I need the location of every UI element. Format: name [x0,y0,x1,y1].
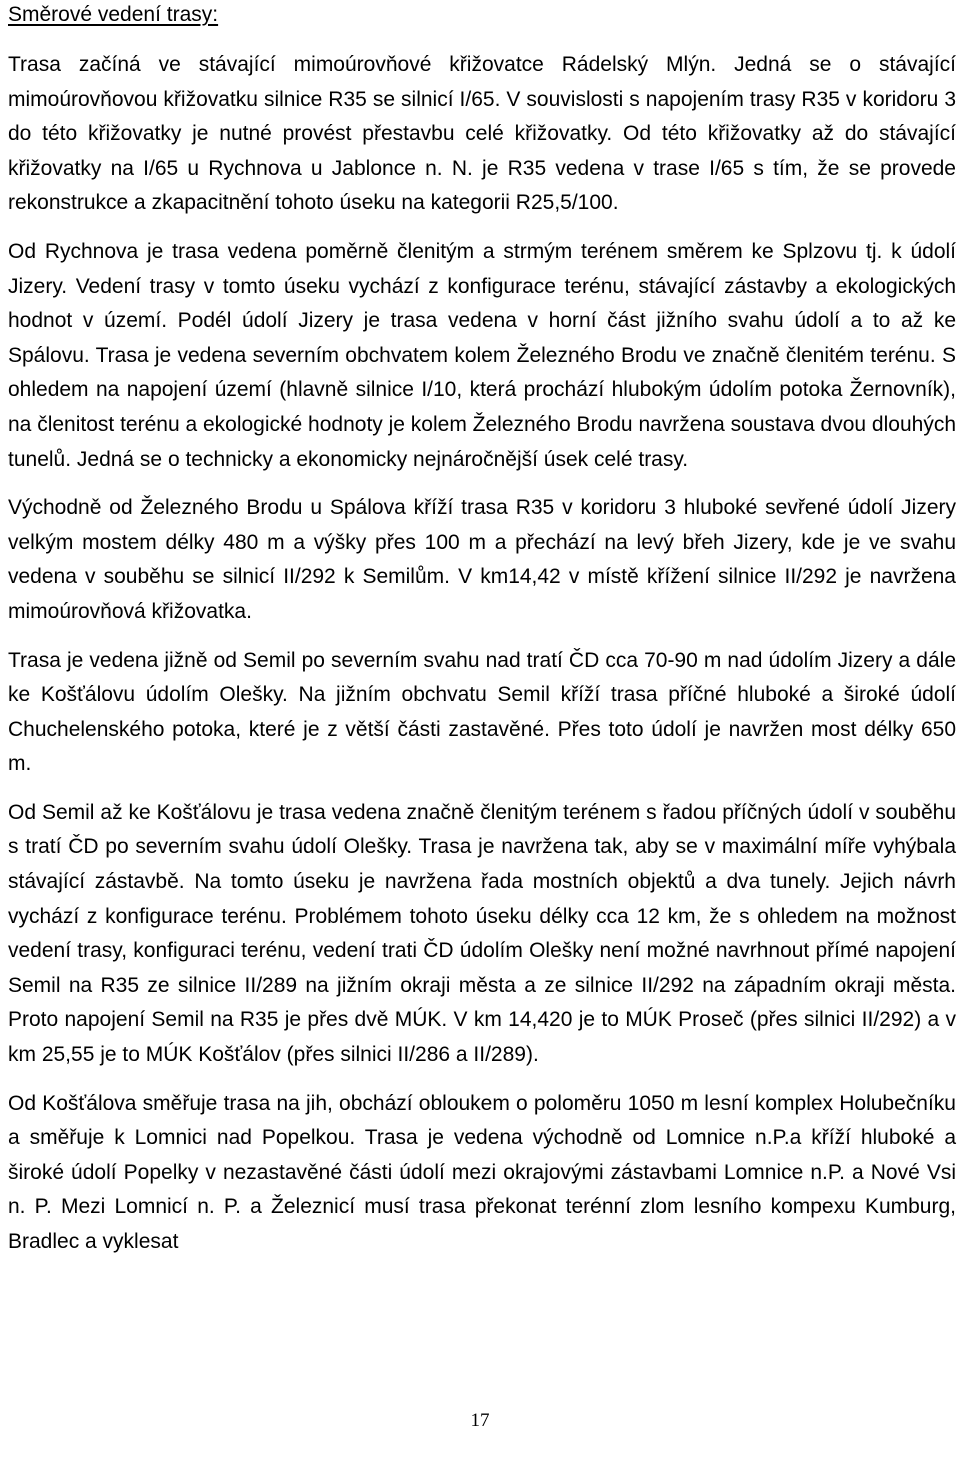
paragraph-2: Od Rychnova je trasa vedena poměrně členitým a strmým terénem směrem ke Splzovu tj. k údolí Jizery. Vedení trasy v tomto úseku vychází z konfigurace terénu, stávající zástavby a ekologických hodnot v území. Podél údolí Jizery je trasa vedena v horní část jižního svahu údolí a to až ke Spálovu. Trasa je vedena severním obchvatem kolem Železného Brodu ve značně členitém terénu. S ohledem na napojení území (hlavně silnice I/10, která prochází hlubokým údolím potoka Žernovník), na členitost terénu a ekologické hodnoty je kolem Železného Brodu navržena soustava dvou dlouhých tunelů. Jedná se o technicky a ekonomicky nejnáročnější úsek celé trasy. [8,239,956,471]
paragraph-3: Východně od Železného Brodu u Spálova kříží trasa R35 v koridoru 3 hluboké sevřené údolí Jizery velkým mostem délky 480 m a výšky přes 100 m a přechází na levý břeh Jizery, kde je ve svahu vedena v souběhu se silnicí II/292 k Semilům. V km14,42 v místě křížení silnice II/292 je navržena mimoúrovňová křižovatka. [8,496,956,623]
page-number: 17 [470,1410,490,1431]
document-page [8,0,956,1260]
paragraph-4: Trasa je vedena jižně od Semil po severním svahu nad tratí ČD cca 70-90 m nad údolím Jizery a dále ke Košťálovu údolím Olešky. Na jižním obchvatu Semil kříží trasa příčné hluboké a široké údolí Chuchelenského potoka, které je z větší části zastavěné. Přes toto údolí je navržen most délky 650 m. [8,648,956,776]
paragraph-1: Trasa začíná ve stávající mimoúrovňové křižovatce Rádelský Mlýn. Jedná se o stávající mimoúrovňovou křižovatku silnice R35 se silnicí I/65. V souvislosti s napojením trasy R35 v koridoru 3 do této křižovatky je nutné provést přestavbu celé křižovatky. Od této křižovatky až do stávající křižovatky na I/65 u Rychnova u Jablonce n. N. je R35 vedena v trase I/65 s tím, že se provede rekonstrukce a zkapacitnění tohoto úseku na kategorii R25,5/100. [8,53,956,215]
paragraph-5: Od Semil až ke Košťálovu je trasa vedena značně členitým terénem s řadou příčných údolí v souběhu s tratí ČD po severním svahu údolí Olešky. Trasa je navržena tak, aby se v maximální míře vyhýbala stávající zástavbě. Na tomto úseku je navržena řada mostních objektů a dva tunely. Jejich návrh vychází z konfigurace terénu. Problémem tohoto úseku délky cca 12 km, že s ohledem na možnost vedení trasy, konfiguraci terénu, vedení trati ČD údolím Olešky není možné navrhnout přímé napojení Semil na R35 ze silnice II/289 na jižním okraji města a ze silnice II/292 na západním okraji města. Proto napojení Semil na R35 je přes dvě MÚK. V km 14,420 je to MÚK Proseč (přes silnici II/292) a v km 25,55 je to MÚK Košťálov (přes silnici II/286 a II/289). [8,800,956,1067]
paragraph-6: Od Košťálova směřuje trasa na jih, obchází obloukem o poloměru 1050 m lesní komplex Holubečníku a směřuje k Lomnici nad Popelkou. Trasa je vedena východně od Lomnice n.P.a kříží hluboké a široké údolí Popelky v nezastavěné části údolí mezi okrajovými zástavbami Lomnice n.P. a Nové Vsi n. P. Mezi Lomnicí n. P. a Železnicí musí trasa překonat terénní zlom lesního kompexu Kumburg, Bradlec a vyklesat [8,1091,956,1253]
section-heading: Směrové vedení trasy: [8,3,219,26]
